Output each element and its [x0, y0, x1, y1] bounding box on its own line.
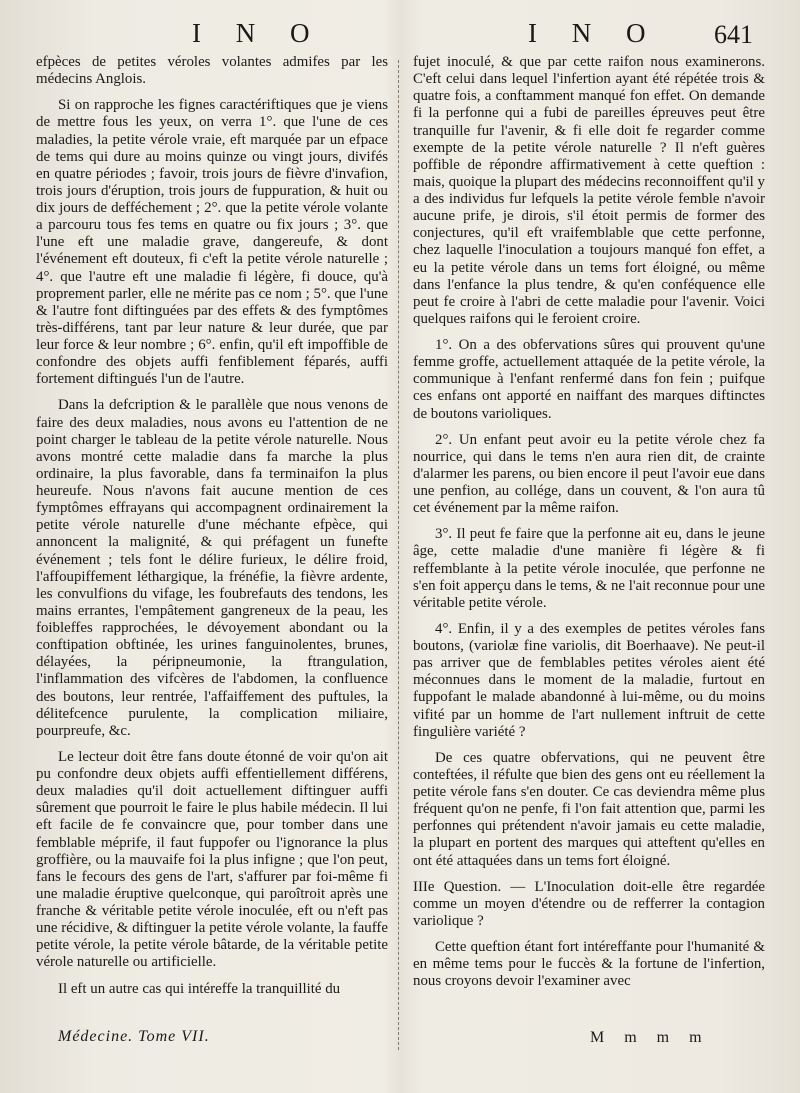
left-column: [36, 54, 388, 998]
left-paragraph-3: Dans la defcription & le parallèle que nous venons de faire des deux maladies, nous avons eu l'attention de ne point charger le tableau de la petite vérole naturelle. Nous avons montré cette maladie dans fa marche la plus ordinaire, la plus favorable, dans fa terminaifon la plus heureufe. Nous n'avons fait aucune mention de ces fymptômes effrayans qui accompagnent ordinairement la petite vérole naturelle d'une méchante efpèce, qui annoncent la malignité, & qui préfagent un funefte événement ; tels font le délire furieux, le délire froid, l'affoupiffement léthargique, la frénéfie, la fièvre ardente, les convulfions du vifage, les foubrefauts des tendons, les mains errantes, l'empâtement gangreneux de la peau, les foibleffes rapprochées, le dévoyement abondant ou la conftipation obftinée, les urines fanguinolentes, brunes, délayées, la péripneumonie, la ftrangulation, l'inflammation des vifcères de l'abdomen, la confluence des boutons, leur rentrée, l'affaiffement des puftules, la délitefcence purulente, la complication miliaire, pourpreufe, &c.: [36, 397, 388, 739]
left-paragraph-4: Le lecteur doit être fans doute étonné de voir qu'on ait pu confondre deux objets auffi effentiellement différens, deux maladies qu'il doit actuellement diftinguer auffi sûrement que pourroit le faire le plus habile médecin. Il lui eft facile de fe convaincre que, pour tomber dans une femblable méprife, il faut fuppofer ou l'ignorance la plus groffière, ou la mauvaife foi la plus infigne ; que l'on peut, fans le fecours des gens de l'art, s'affurer par foi-même fi une maladie éruptive quelconque, qui paroîtroit après une franche & véritable petite vérole inoculée, eft ou n'eft pas une récidive, & diftinguer la petite vérole volante, la fauffe petite vérole, la petite vérole bâtarde, de la véritable petite vérole naturelle ou artificielle.: [36, 748, 388, 971]
column-divider: [398, 60, 400, 1050]
right-paragraph-1: fujet inoculé, & que par cette raifon nous examinerons. C'eft celui dans lequel l'infertion ayant été répétée trois & quatre fois, a conftamment manqué fon effet. On demande fi la perfonne qui a fubi de pareilles épreuves peut être tranquille fur l'avenir, & fi elle doit fe regarder comme exempte de la petite vérole naturelle ? Il n'eft guères poffible de répondre affirmativement à cette queftion : mais, quoique la plupart des médecins reconnoiffent qu'il y a des individus fur lefquels la petite vérole femble n'avoir aucune prife, je dirois, s'il étoit permis de former des conjectures, qu'il eft vraifemblable que cette perfonne, chez laquelle l'inoculation a toujours manqué fon effet, a eu la petite vérole dans un tems fort éloigné, ou même dans l'enfance la plus tendre, & qu'en conféquence elle peut fe croire à l'abri de cette maladie pour l'avenir. Voici quelques raifons qui le feroient croire.: [413, 54, 765, 327]
signature-mark: M m m m: [590, 1029, 710, 1046]
right-paragraph-3: 2°. Un enfant peut avoir eu la petite vérole chez fa nourrice, qui dans le tems n'en aura rien dit, de crainte d'alarmer les parens, ou bien encore il peut l'avoir eue dans une penfion, au collége, dans un couvent, & l'on aura tû cet événement par la même raifon.: [413, 431, 765, 517]
left-paragraph-1: efpèces de petites véroles volantes admifes par les médecins Anglois.: [36, 54, 388, 88]
question-heading: IIIe Question. — L'Inoculation doit-elle être regardée comme un moyen d'étendre ou de refferrer la contagion variolique ?: [413, 878, 765, 929]
left-paragraph-5: Il eft un autre cas qui intéreffe la tranquillité du: [58, 980, 341, 997]
right-paragraph-6: De ces quatre obfervations, qui ne peuvent être conteftées, il réfulte que bien des gens ont eu réellement la petite vérole fans s'en douter. Ce cas deviendra même plus fréquent qu'on ne penfe, fi l'on fait attention que, parmi les perfonnes qui prétendent n'avoir jamais eu cette maladie, la plupart en portent des marques qui atteftent qu'elles en ont été attaquées dans un tems fort éloigné.: [413, 749, 765, 869]
right-column: [413, 54, 765, 990]
running-head-right: I N O: [528, 18, 660, 48]
footer-title: Médecine. Tome VII.: [58, 1028, 210, 1045]
running-head: [0, 18, 800, 52]
running-head-left: I N O: [192, 18, 324, 48]
right-paragraph-4: 3°. Il peut fe faire que la perfonne ait eu, dans le jeune âge, cette maladie d'une manière fi légère & fi reffemblante à la petite vérole inoculée, que perfonne ne s'en foit apperçu dans le tems, & ne l'ait reconnue pour une véritable petite vérole.: [413, 526, 765, 611]
right-paragraph-5: 4°. Enfin, il y a des exemples de petites véroles fans boutons, (variolæ fine variolis, dit Boerhaave). Ne peut-il pas arriver que de femblables petites véroles aient été méconnues dans le moment de la maladie, furtout en fuppofant le malade abandonné à lui-même, ou du moins vifité par un homme de l'art nullement inftruit de cette fingulière variété ?: [413, 620, 765, 740]
right-paragraph-2: 1°. On a des obfervations sûres qui prouvent qu'une femme groffe, actuellement attaquée de la petite vérole, la communique à l'enfant renfermé dans fon fein ; puifque ces enfans ont apporté en naiffant des marques diftinctes de boutons varioliques.: [413, 337, 765, 422]
left-paragraph-2: Si on rapproche les fignes caractériftiques que je viens de mettre fous les yeux, on verra 1°. que l'une de ces maladies, la petite vérole vraie, eft marquée par un efpace de tems qui dure au moins quinze ou vingt jours, divifés en quatre périodes ; favoir, trois jours de fièvre d'invafion, trois jours d'éruption, trois jours de fuppuration, & huit ou dix jours de defféchement ; 2°. que la petite vérole volante a parcouru tous fes tems en quatre ou fix jours ; 3°. que l'une eft une maladie grave, dangereufe, & dont l'événement eft douteux, fi c'eft la petite vérole naturelle ; 4°. que l'autre eft une maladie fi légère, fi douce, qu'à proprement parler, elle ne mérite pas ce nom ; 5°. que l'une & l'autre font diftinguées par des effets & des fymptômes très-différens, tant par leur nature & leur durée, que par leur force & leur nombre ; 6°. enfin, qu'il eft impoffible de confondre des objets auffi fenfiblement féparés, auffi fortement diftingués l'un de l'autre.: [36, 97, 388, 388]
page-number: 641: [714, 20, 753, 49]
right-last-paragraph: Cette queftion étant fort intéreffante pour l'humanité & en même tems pour le fuccès & la fortune de l'infertion, nous croyons devoir l'examiner avec: [413, 939, 765, 990]
